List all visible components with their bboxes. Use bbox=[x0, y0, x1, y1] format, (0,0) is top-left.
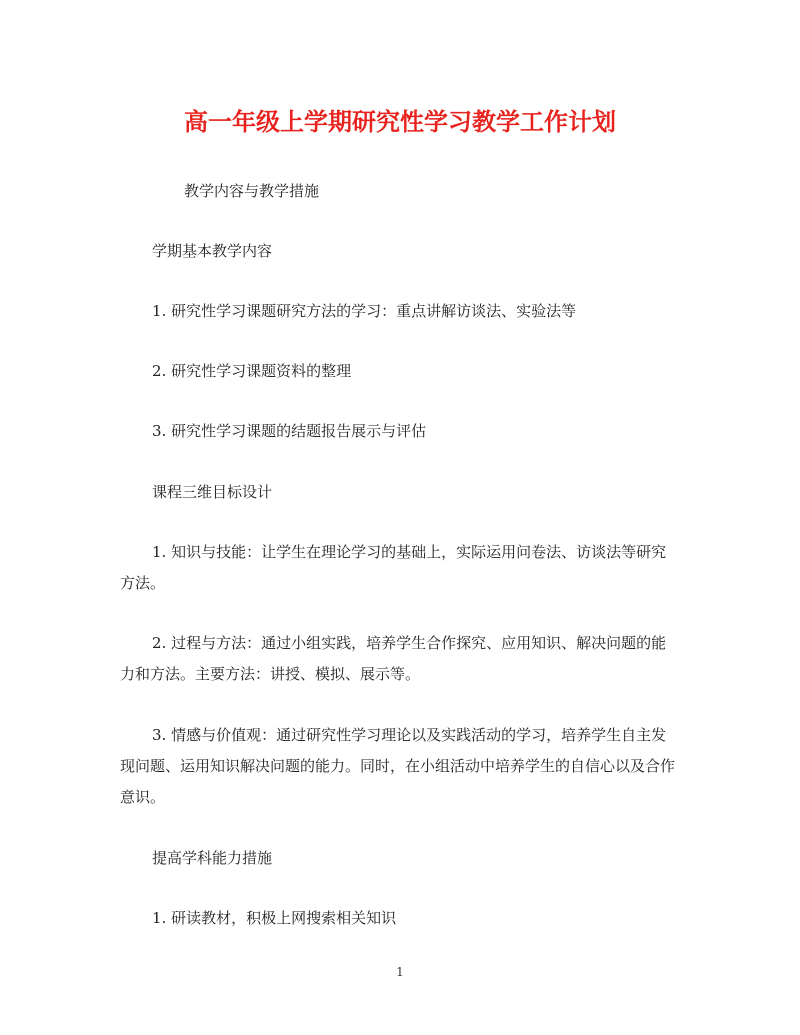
paragraph-subheading-content: 学期基本教学内容 bbox=[152, 242, 273, 260]
paragraph-goal-knowledge: 1. 知识与技能：让学生在理论学习的基础上，实际运用问卷法、访谈法等研究方法。 bbox=[120, 543, 667, 592]
paragraph-content-item-1: 1. 研究性学习课题研究方法的学习：重点讲解访谈法、实验法等 bbox=[152, 302, 577, 320]
paragraph-goal-emotion: 3. 情感与价值观：通过研究性学习理论以及实践活动的学习，培养学生自主发现问题、运用知识解决问题的能力。同时，在小组活动中培养学生的自信心以及合作意识。 bbox=[120, 726, 676, 806]
paragraph-content-item-3: 3. 研究性学习课题的结题报告展示与评估 bbox=[152, 422, 427, 440]
paragraph-content-item-2: 2. 研究性学习课题资料的整理 bbox=[152, 362, 352, 380]
paragraph-section-heading: 教学内容与教学措施 bbox=[184, 182, 320, 200]
paragraph-subheading-measures: 提高学科能力措施 bbox=[152, 849, 273, 867]
document-title: 高一年级上学期研究性学习教学工作计划 bbox=[184, 107, 616, 136]
page-number: 1 bbox=[396, 965, 404, 979]
paragraph-goal-process: 2. 过程与方法：通过小组实践，培养学生合作探究、应用知识、解决问题的能力和方法。主要方法：讲授、模拟、展示等。 bbox=[120, 634, 667, 683]
paragraph-measure-item-1: 1. 研读教材，积极上网搜索相关知识 bbox=[152, 909, 397, 927]
paragraph-subheading-goals: 课程三维目标设计 bbox=[152, 483, 273, 501]
